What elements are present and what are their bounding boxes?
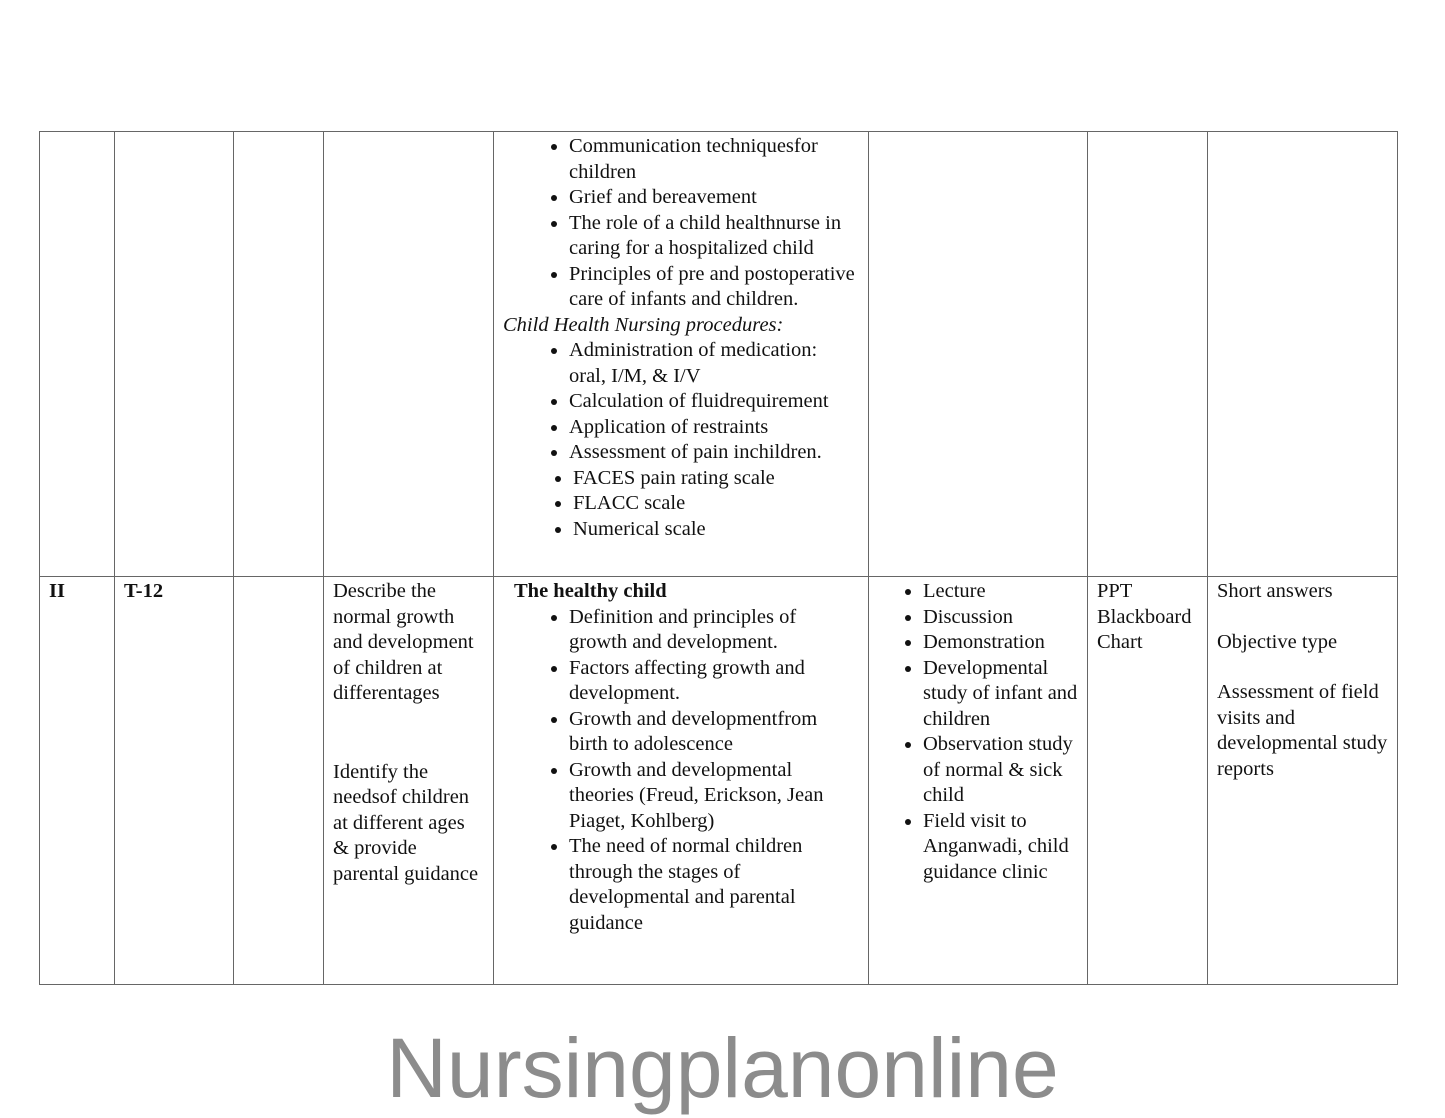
objective-text: Describe the normal growth and development of children at differentages: [333, 580, 474, 704]
pain-scale-list: [503, 466, 859, 543]
unit-cell: II: [40, 577, 115, 985]
aid-item: Chart: [1097, 631, 1143, 653]
aid-item: Blackboard: [1097, 605, 1192, 628]
evaluation-cell: [1208, 577, 1398, 985]
unit-cell: [40, 132, 115, 577]
aids-cell: [1088, 577, 1208, 985]
list-item: • Field visit to Anganwadi, child guidance clinic: [923, 809, 1078, 886]
aids-cell: [1088, 132, 1208, 577]
aid-item: PPT: [1097, 580, 1133, 602]
table-row: [40, 577, 1398, 985]
hours-cell: [234, 132, 324, 577]
list-item: • Principles of pre and postoperative care of infants and children.: [569, 262, 859, 313]
evaluation-item: Short answers: [1217, 580, 1333, 602]
time-cell: [115, 132, 234, 577]
methods-cell: [869, 132, 1088, 577]
content-list: [503, 605, 859, 937]
list-item: • Grief and bereavement: [569, 185, 859, 211]
objectives-cell: [324, 577, 494, 985]
list-item: • The need of normal children through the stages of developmental and parental guidance: [569, 834, 859, 936]
list-item: • Definition and principles of growth and development.: [569, 605, 859, 656]
list-item: • Lecture: [923, 579, 1078, 605]
list-item: • Developmental study of infant and children: [923, 656, 1078, 733]
list-item: • FLACC scale: [573, 491, 859, 517]
methods-list: [878, 579, 1078, 885]
content-cell: [494, 132, 869, 577]
list-item: • Factors affecting growth and development.: [569, 656, 859, 707]
list-item: • Growth and developmentfrom birth to adolescence: [569, 707, 859, 758]
evaluation-item: Objective type: [1217, 630, 1338, 653]
list-item: • Growth and developmental theories (Freud, Erickson, Jean Piaget, Kohlberg): [569, 758, 859, 835]
list-item: • FACES pain rating scale: [573, 466, 859, 492]
curriculum-table: [39, 131, 1398, 985]
content-list: [503, 134, 859, 313]
list-item: • Calculation of fluidrequirement: [569, 389, 859, 415]
procedures-list: [503, 338, 859, 466]
procedures-subheading: Child Health Nursing procedures:: [503, 313, 784, 336]
list-item: • Discussion: [923, 605, 1078, 631]
topic-heading: The healthy child: [514, 580, 667, 602]
list-item: • The role of a child healthnurse in caring for a hospitalized child: [569, 211, 859, 262]
evaluation-item: Assessment of field visits and developmental study reports: [1217, 681, 1388, 780]
list-item: • Observation study of normal & sick child: [923, 732, 1078, 809]
watermark: Nursingplanonline: [386, 1021, 1059, 1115]
list-item: • Administration of medication: oral, I/M, & I/V: [569, 338, 859, 389]
evaluation-cell: [1208, 132, 1398, 577]
list-item: • Demonstration: [923, 630, 1078, 656]
list-item: • Assessment of pain inchildren.: [569, 440, 859, 466]
list-item: • Numerical scale: [573, 517, 859, 543]
methods-cell: [869, 577, 1088, 985]
hours-cell: [234, 577, 324, 985]
list-item: • Communication techniquesfor children: [569, 134, 859, 185]
objectives-cell: [324, 132, 494, 577]
objective-text: Identify the needsof children at different ages & provide parental guidance: [333, 760, 479, 885]
list-item: • Application of restraints: [569, 415, 859, 441]
table-row: [40, 132, 1398, 577]
content-cell: [494, 577, 869, 985]
time-cell: T-12: [115, 577, 234, 985]
